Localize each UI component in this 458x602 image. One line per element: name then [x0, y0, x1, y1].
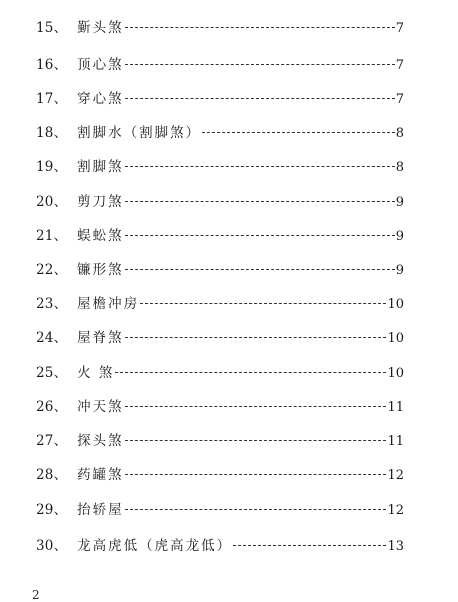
toc-entry-23: [36, 293, 404, 315]
entry-number: 23: [36, 296, 54, 312]
page-number: 12: [387, 468, 404, 483]
entry-separator: 、: [53, 20, 68, 36]
toc-entry-20: [36, 191, 404, 213]
entry-title: 药罐煞: [77, 467, 124, 483]
entry-number: 30: [36, 538, 54, 554]
toc-entry-16: [36, 54, 404, 76]
page-number: 7: [395, 21, 404, 36]
dot-leader: [115, 371, 386, 373]
entry-title: 抬轿屋: [77, 502, 124, 518]
entry-number: 19: [36, 159, 54, 175]
entry-number: 28: [36, 467, 54, 483]
toc-entry-19: [36, 156, 404, 178]
dot-leader: [125, 473, 387, 475]
entry-number: 17: [36, 91, 54, 107]
toc-entry-24: [36, 327, 404, 349]
dot-leader: [125, 26, 395, 28]
dot-leader: [125, 508, 387, 510]
entry-number: 22: [36, 262, 54, 278]
entry-title: 屋檐冲房: [77, 296, 140, 312]
dot-leader: [233, 544, 386, 546]
page-folio: 2: [32, 588, 40, 602]
dot-leader: [125, 165, 395, 167]
entry-title: 割脚水（割脚煞）: [77, 125, 202, 141]
entry-title: 龙高虎低（虎高龙低）: [77, 538, 233, 554]
entry-separator: 、: [53, 159, 68, 175]
toc-entry-18: [36, 122, 404, 144]
entry-separator: 、: [53, 365, 68, 381]
page-number: 9: [395, 195, 404, 210]
entry-number: 21: [36, 228, 54, 244]
page-number: 11: [387, 434, 404, 449]
dot-leader: [125, 97, 395, 99]
entry-separator: 、: [53, 296, 68, 312]
page-number: 12: [387, 503, 404, 518]
entry-title: 穿心煞: [77, 91, 124, 107]
dot-leader: [202, 131, 395, 133]
page-number: 7: [395, 92, 404, 107]
page-number: 11: [387, 400, 404, 415]
entry-separator: 、: [53, 262, 68, 278]
entry-title: 割脚煞: [77, 159, 124, 175]
toc-entry-28: [36, 464, 404, 486]
entry-title: 顶心煞: [77, 57, 124, 73]
entry-separator: 、: [53, 91, 68, 107]
toc-entry-22: [36, 259, 404, 281]
entry-separator: 、: [53, 538, 68, 554]
dot-leader: [125, 268, 395, 270]
dot-leader: [125, 336, 387, 338]
entry-title: 斳头煞: [77, 20, 124, 36]
toc-entry-15: [36, 17, 404, 39]
entry-title: 镰形煞: [77, 262, 124, 278]
entry-title: 火 煞: [77, 365, 115, 381]
entry-number: 18: [36, 125, 54, 141]
page-number: 9: [395, 263, 404, 278]
entry-separator: 、: [53, 330, 68, 346]
toc-entry-27: [36, 430, 404, 452]
dot-leader: [125, 234, 395, 236]
entry-title: 屋脊煞: [77, 330, 124, 346]
entry-number: 24: [36, 330, 54, 346]
toc-entry-26: [36, 396, 404, 418]
entry-separator: 、: [53, 57, 68, 73]
entry-separator: 、: [53, 467, 68, 483]
dot-leader: [125, 439, 387, 441]
page-number: 8: [395, 126, 404, 141]
dot-leader: [125, 200, 395, 202]
entry-title: 蜈蚣煞: [77, 228, 124, 244]
entry-separator: 、: [53, 399, 68, 415]
page-number: 7: [395, 58, 404, 73]
entry-number: 16: [36, 57, 54, 73]
entry-title: 冲天煞: [77, 399, 124, 415]
entry-number: 20: [36, 194, 54, 210]
entry-separator: 、: [53, 125, 68, 141]
page-number: 13: [387, 539, 404, 554]
entry-number: 27: [36, 433, 54, 449]
entry-number: 26: [36, 399, 54, 415]
toc-entry-17: [36, 88, 404, 110]
page-number: 10: [387, 366, 404, 381]
toc-entry-29: [36, 499, 404, 521]
page-number: 10: [387, 331, 404, 346]
page-number: 9: [395, 229, 404, 244]
toc-entry-30: [36, 535, 404, 557]
entry-title: 剪刀煞: [77, 194, 124, 210]
toc-entry-21: [36, 225, 404, 247]
toc-entry-25: [36, 362, 404, 384]
dot-leader: [125, 405, 387, 407]
entry-number: 25: [36, 365, 54, 381]
entry-number: 15: [36, 20, 54, 36]
entry-number: 29: [36, 502, 54, 518]
dot-leader: [125, 63, 395, 65]
dot-leader: [140, 302, 386, 304]
page-number: 8: [395, 160, 404, 175]
page-number: 10: [387, 297, 404, 312]
entry-separator: 、: [53, 228, 68, 244]
entry-title: 探头煞: [77, 433, 124, 449]
entry-separator: 、: [53, 433, 68, 449]
entry-separator: 、: [53, 194, 68, 210]
entry-separator: 、: [53, 502, 68, 518]
